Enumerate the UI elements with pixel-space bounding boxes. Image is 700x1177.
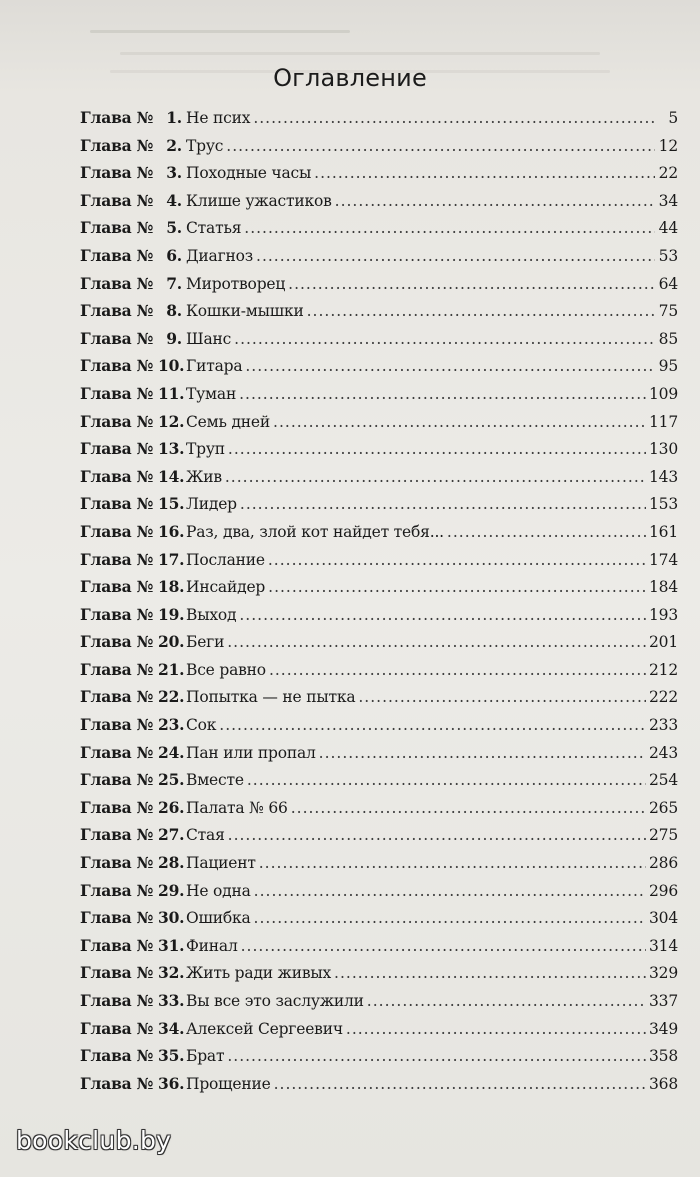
toc-entry[interactable] xyxy=(80,246,678,274)
page-number: 329 xyxy=(649,964,678,983)
toc-entry[interactable] xyxy=(80,522,678,550)
dot-leader xyxy=(319,744,646,762)
dot-leader xyxy=(240,495,646,513)
chapter-prefix: Глава № xyxy=(80,328,154,348)
chapter-number: 18. xyxy=(158,577,185,597)
chapter-prefix: Глава № xyxy=(80,245,154,265)
dot-leader xyxy=(239,606,646,624)
page-number: 222 xyxy=(649,688,678,707)
chapter-title: Выход xyxy=(186,605,237,624)
chapter-title: Клише ужастиков xyxy=(186,191,332,210)
chapter-title: Ошибка xyxy=(186,909,251,928)
chapter-prefix: Глава № xyxy=(80,383,154,403)
dot-leader xyxy=(226,137,655,155)
dot-leader xyxy=(346,1020,646,1038)
chapter-number: 29. xyxy=(158,880,185,900)
chapter-title: Пациент xyxy=(186,854,256,873)
toc-entry[interactable] xyxy=(80,743,678,771)
chapter-number: 24. xyxy=(158,742,185,762)
dot-leader xyxy=(228,440,646,458)
chapter-number: 22. xyxy=(158,687,185,707)
dot-leader xyxy=(307,302,655,320)
chapter-title: Все равно xyxy=(186,660,266,679)
chapter-number: 26. xyxy=(158,797,185,817)
dot-leader xyxy=(253,109,655,127)
bleed-through-line xyxy=(120,52,600,55)
toc-entry[interactable] xyxy=(80,577,678,605)
chapter-prefix: Глава № xyxy=(80,163,154,183)
page-number: 349 xyxy=(649,1019,678,1038)
page-number: 201 xyxy=(649,633,678,652)
toc-entry[interactable] xyxy=(80,329,678,357)
dot-leader xyxy=(254,909,646,927)
chapter-title: Труп xyxy=(186,440,225,459)
toc-entry[interactable] xyxy=(80,605,678,633)
toc-entry[interactable] xyxy=(80,467,678,495)
chapter-number: 4. xyxy=(166,190,182,210)
page-number: 314 xyxy=(649,936,678,955)
chapter-prefix: Глава № xyxy=(80,108,154,127)
chapter-prefix: Глава № xyxy=(80,797,154,817)
chapter-prefix: Глава № xyxy=(80,715,154,735)
toc-entry[interactable] xyxy=(80,1019,678,1047)
chapter-prefix: Глава № xyxy=(80,1073,154,1093)
chapter-prefix: Глава № xyxy=(80,963,154,983)
chapter-number: 34. xyxy=(158,1018,185,1038)
dot-leader xyxy=(225,468,646,486)
chapter-title: Миротворец xyxy=(186,274,286,293)
chapter-prefix: Глава № xyxy=(80,908,154,928)
chapter-prefix: Глава № xyxy=(80,549,154,569)
dot-leader xyxy=(273,413,646,431)
chapter-number: 27. xyxy=(158,825,185,845)
chapter-prefix: Глава № xyxy=(80,742,154,762)
toc-entry[interactable] xyxy=(80,687,678,715)
chapter-number: 2. xyxy=(166,135,182,155)
chapter-title: Жить ради живых xyxy=(186,964,332,983)
chapter-title: Вы все это заслужили xyxy=(186,992,364,1010)
page-number: 34 xyxy=(658,191,678,210)
page-number: 130 xyxy=(649,440,678,459)
page-number: 243 xyxy=(649,743,678,762)
chapter-prefix: Глава № xyxy=(80,770,154,790)
chapter-number: 9. xyxy=(166,328,182,348)
chapter-number: 28. xyxy=(158,853,185,873)
dot-leader xyxy=(259,854,646,872)
dot-leader xyxy=(447,523,646,541)
chapter-title: Прощение xyxy=(186,1074,271,1093)
toc-entry[interactable] xyxy=(80,494,678,522)
chapter-number: 25. xyxy=(158,770,185,790)
page-number: 64 xyxy=(658,274,678,293)
page-number: 44 xyxy=(658,219,678,238)
page-title: Оглавление xyxy=(273,64,427,92)
chapter-title: Стая xyxy=(186,826,225,845)
chapter-number: 30. xyxy=(158,908,185,928)
chapter-prefix: Глава № xyxy=(80,853,154,873)
chapter-title: Туман xyxy=(186,384,237,403)
chapter-number: 23. xyxy=(158,715,185,735)
toc-entry[interactable] xyxy=(80,715,678,743)
chapter-title: Палата № 66 xyxy=(186,798,288,817)
chapter-title: Инсайдер xyxy=(186,578,266,597)
dot-leader xyxy=(241,937,646,955)
page-number: 117 xyxy=(649,412,678,431)
chapter-prefix: Глава № xyxy=(80,935,154,955)
page-number: 254 xyxy=(649,771,678,790)
chapter-number: 36. xyxy=(158,1073,185,1093)
chapter-prefix: Глава № xyxy=(80,218,154,238)
chapter-number: 8. xyxy=(166,301,182,321)
chapter-prefix: Глава № xyxy=(80,439,154,459)
dot-leader xyxy=(358,688,646,706)
chapter-number: 31. xyxy=(158,935,185,955)
chapter-title: Диагноз xyxy=(186,246,254,265)
dot-leader xyxy=(367,992,646,1010)
chapter-number: 3. xyxy=(166,163,182,183)
toc-entry[interactable] xyxy=(80,439,678,467)
toc-entry[interactable] xyxy=(80,660,678,688)
chapter-prefix: Глава № xyxy=(80,687,154,707)
chapter-prefix: Глава № xyxy=(80,301,154,321)
dot-leader xyxy=(234,330,655,348)
dot-leader xyxy=(268,578,646,596)
chapter-prefix: Глава № xyxy=(80,825,154,845)
page-number: 109 xyxy=(649,384,678,403)
page-number: 275 xyxy=(649,826,678,845)
dot-leader xyxy=(227,633,646,651)
chapter-title: Семь дней xyxy=(186,412,271,431)
toc-entry[interactable] xyxy=(80,798,678,826)
page-number: 184 xyxy=(649,578,678,597)
chapter-prefix: Глава № xyxy=(80,135,154,155)
toc-entry[interactable] xyxy=(80,274,678,302)
chapter-number: 35. xyxy=(158,1046,185,1066)
page-number: 85 xyxy=(658,329,678,348)
toc-entry[interactable] xyxy=(80,412,678,440)
chapter-prefix: Глава № xyxy=(80,632,154,652)
chapter-prefix: Глава № xyxy=(80,991,154,1010)
chapter-title: Походные часы xyxy=(186,164,312,183)
page-number: 22 xyxy=(658,164,678,183)
chapter-prefix: Глава № xyxy=(80,659,154,679)
toc-entry[interactable] xyxy=(80,384,678,412)
toc-entry[interactable] xyxy=(80,108,678,136)
chapter-number: 15. xyxy=(158,494,185,514)
dot-leader xyxy=(314,164,655,182)
chapter-title: Лидер xyxy=(186,495,237,514)
dot-leader xyxy=(268,551,646,569)
page-number: 53 xyxy=(658,246,678,265)
chapter-number: 33. xyxy=(158,991,185,1010)
chapter-prefix: Глава № xyxy=(80,577,154,597)
dot-leader xyxy=(254,882,646,900)
page-number: 265 xyxy=(649,798,678,817)
dot-leader xyxy=(335,192,655,210)
chapter-number: 7. xyxy=(166,273,182,293)
chapter-prefix: Глава № xyxy=(80,1046,154,1066)
watermark: bookclub.by xyxy=(16,1126,172,1155)
toc-entry[interactable] xyxy=(80,936,678,964)
dot-leader xyxy=(334,964,646,982)
chapter-number: 32. xyxy=(158,963,185,983)
chapter-title: Кошки-мышки xyxy=(186,302,304,321)
toc-entry[interactable] xyxy=(80,770,678,798)
page-number: 5 xyxy=(668,109,678,127)
dot-leader xyxy=(291,799,646,817)
chapter-number: 5. xyxy=(166,218,182,238)
page-number: 12 xyxy=(658,136,678,155)
page-number: 296 xyxy=(649,881,678,900)
chapter-number: 17. xyxy=(158,549,185,569)
toc-entry[interactable] xyxy=(80,218,678,246)
toc-entry[interactable] xyxy=(80,908,678,936)
chapter-title: Алексей Сергеевич xyxy=(186,1019,343,1038)
chapter-title: Беги xyxy=(186,633,225,652)
chapter-prefix: Глава № xyxy=(80,466,154,486)
chapter-title: Пан или пропал xyxy=(186,743,316,762)
toc-entry[interactable] xyxy=(80,356,678,384)
dot-leader xyxy=(288,275,655,293)
chapter-title: Попытка — не пытка xyxy=(186,688,356,707)
chapter-prefix: Глава № xyxy=(80,1018,154,1038)
chapter-prefix: Глава № xyxy=(80,356,154,376)
toc-entry[interactable] xyxy=(80,632,678,660)
dot-leader xyxy=(269,661,646,679)
toc-entry[interactable] xyxy=(80,1074,678,1102)
page-number: 337 xyxy=(649,992,678,1010)
chapter-title: Шанс xyxy=(186,329,232,348)
chapter-number: 16. xyxy=(158,521,185,541)
chapter-number: 10. xyxy=(158,356,185,376)
chapter-number: 19. xyxy=(158,604,185,624)
chapter-number: 14. xyxy=(158,466,185,486)
chapter-title: Финал xyxy=(186,936,238,955)
chapter-title: Раз, два, злой кот найдет тебя... xyxy=(186,522,444,541)
page-number: 286 xyxy=(649,854,678,873)
chapter-prefix: Глава № xyxy=(80,411,154,431)
chapter-prefix: Глава № xyxy=(80,521,154,541)
dot-leader xyxy=(247,771,646,789)
dot-leader xyxy=(227,1047,646,1065)
page-number: 304 xyxy=(649,909,678,928)
page-number: 233 xyxy=(649,716,678,735)
dot-leader xyxy=(239,385,646,403)
table-of-contents xyxy=(80,108,678,1101)
page-number: 161 xyxy=(649,522,678,541)
chapter-title: Брат xyxy=(186,1047,225,1066)
chapter-title: Жив xyxy=(186,467,222,486)
page-number: 75 xyxy=(658,302,678,321)
page-number: 358 xyxy=(649,1047,678,1066)
chapter-prefix: Глава № xyxy=(80,273,154,293)
toc-entry[interactable] xyxy=(80,825,678,853)
toc-entry[interactable] xyxy=(80,1046,678,1074)
chapter-title: Послание xyxy=(186,550,265,569)
toc-entry[interactable] xyxy=(80,136,678,164)
dot-leader xyxy=(219,716,646,734)
page-number: 212 xyxy=(649,660,678,679)
chapter-title: Гитара xyxy=(186,357,243,376)
toc-entry[interactable] xyxy=(80,550,678,578)
chapter-prefix: Глава № xyxy=(80,190,154,210)
toc-entry[interactable] xyxy=(80,191,678,219)
dot-leader xyxy=(256,247,655,265)
chapter-prefix: Глава № xyxy=(80,880,154,900)
page-number: 368 xyxy=(649,1074,678,1093)
toc-entry[interactable] xyxy=(80,301,678,329)
toc-entry[interactable] xyxy=(80,963,678,991)
chapter-prefix: Глава № xyxy=(80,604,154,624)
chapter-title: Сок xyxy=(186,716,217,735)
dot-leader xyxy=(228,826,646,844)
toc-entry[interactable] xyxy=(80,163,678,191)
chapter-title: Не псих xyxy=(186,109,251,127)
chapter-number: 11. xyxy=(158,383,185,403)
chapter-title: Статья xyxy=(186,219,242,238)
page-number: 143 xyxy=(649,467,678,486)
dot-leader xyxy=(274,1075,646,1093)
chapter-number: 21. xyxy=(158,659,185,679)
chapter-number: 1. xyxy=(166,108,182,127)
toc-entry[interactable] xyxy=(80,853,678,881)
page-number: 174 xyxy=(649,550,678,569)
chapter-title: Не одна xyxy=(186,881,251,900)
bleed-through-line xyxy=(90,30,350,33)
chapter-number: 6. xyxy=(166,245,182,265)
page-number: 193 xyxy=(649,605,678,624)
chapter-number: 13. xyxy=(158,439,185,459)
chapter-number: 20. xyxy=(158,632,185,652)
chapter-prefix: Глава № xyxy=(80,494,154,514)
dot-leader xyxy=(245,357,655,375)
dot-leader xyxy=(244,219,655,237)
chapter-title: Трус xyxy=(186,136,224,155)
page-number: 95 xyxy=(658,357,678,376)
chapter-number: 12. xyxy=(158,411,185,431)
page-number: 153 xyxy=(649,495,678,514)
chapter-title: Вместе xyxy=(186,771,244,790)
toc-entry[interactable] xyxy=(80,991,678,1019)
toc-entry[interactable] xyxy=(80,881,678,909)
